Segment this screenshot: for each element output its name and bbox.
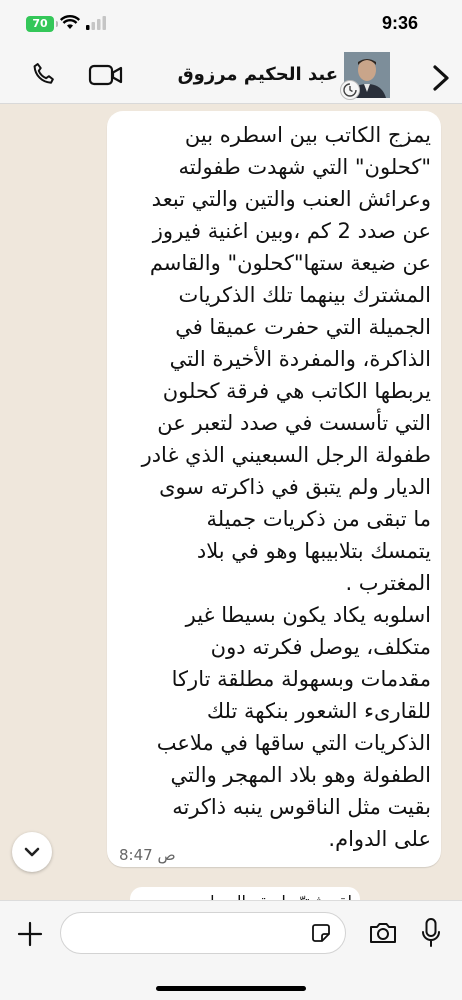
sticker-icon[interactable] xyxy=(309,921,333,945)
message-time: 8:47 ص xyxy=(119,846,176,864)
status-bar xyxy=(0,0,462,48)
plus-icon[interactable] xyxy=(16,920,44,948)
scroll-down-button[interactable] xyxy=(12,832,52,872)
video-icon[interactable] xyxy=(88,63,124,87)
input-bar xyxy=(0,900,462,1000)
signal-icon xyxy=(86,16,108,30)
chevron-down-icon xyxy=(24,845,40,859)
chat-header xyxy=(0,48,462,104)
message-bubble[interactable] xyxy=(107,111,441,867)
call-icon[interactable] xyxy=(30,60,58,88)
microphone-icon[interactable] xyxy=(420,917,442,949)
battery-icon: 70 xyxy=(26,16,54,32)
wifi-icon xyxy=(60,15,80,31)
contact-name[interactable]: عبد الحكيم مرزوق xyxy=(177,64,338,85)
status-time: 9:36 xyxy=(381,13,418,33)
message-text: يمزج الكاتب بين اسطره بين "كحلون" التي شهدت طفولته وعرائش العنب والتين والتي تبعد عن صدد 2 كم ،وبين اغنية فيروز عن ضيعة ستها"كحلون" والقاسم المشترك بينهما تلك الذكريات الجميلة التي حفرت عميقا في الذاكرة، والمفردة الأخيرة التي يربطها الكاتب هي فرقة كحلون التي تأسست في صدد لتعبر عن طفولة الرجل السبعيني الذي غادر الديار ولم يتبق في ذاكرته سوى ما تبقى من ذكريات جميلة يتمسك بتلابيبها وهو في بلاد المغترب . اسلوبه يكاد يكون بسيطا غير متكلف، يوصل فكرته دون مقدمات وبسهولة مطلقة تاركا للقارىء الشعور بنكهة تلك الذكريات التي ساقها في ملاعب الطفولة وهو بلاد المهجر والتي بقيت مثل الناقوس ينبه ذاكرته على الدوام. xyxy=(141,123,431,851)
message-input[interactable] xyxy=(60,912,346,954)
chat-area[interactable] xyxy=(0,105,462,900)
camera-icon[interactable] xyxy=(368,920,398,946)
disappearing-timer-icon xyxy=(340,80,360,100)
home-indicator xyxy=(156,986,306,991)
back-icon[interactable] xyxy=(430,64,452,92)
